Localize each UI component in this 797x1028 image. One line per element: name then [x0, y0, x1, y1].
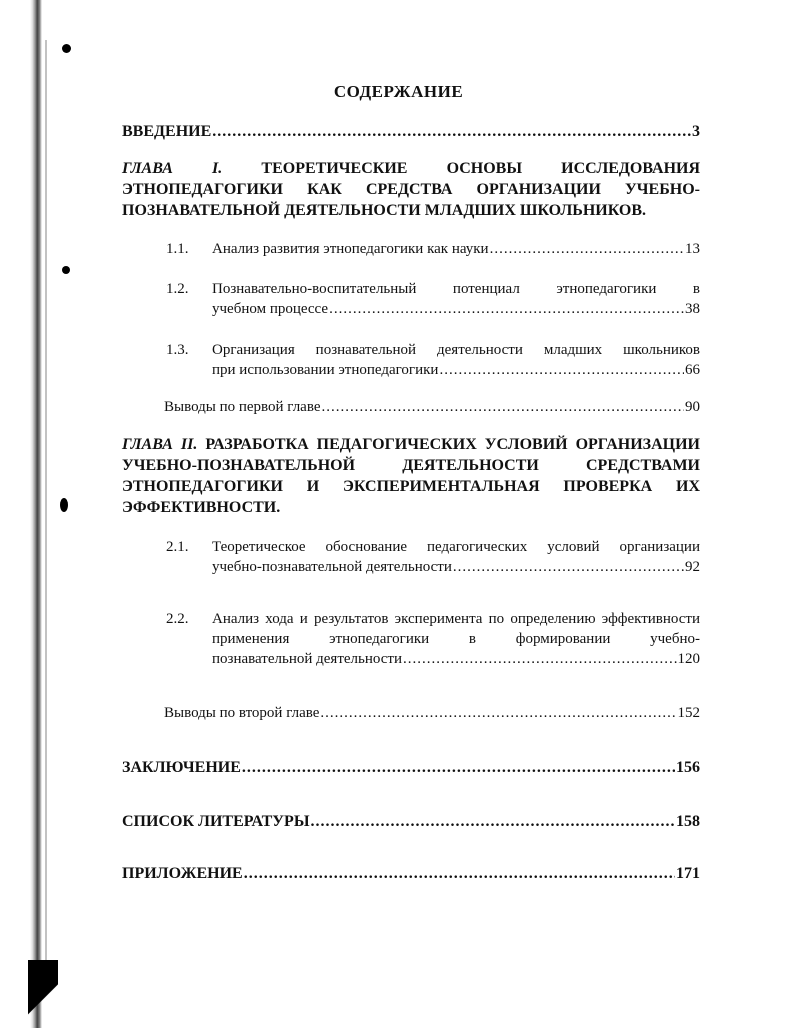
- binding-corner: [28, 960, 58, 1028]
- chapter-title: РАЗРАБОТКА ПЕДАГОГИЧЕСКИХ УСЛОВИЙ ОРГАНИЗАЦИИ УЧЕБНО-ПОЗНАВАТЕЛЬНОЙ ДЕЯТЕЛЬНОСТИ СРЕДСТВАМИ ЭТНОПЕДАГОГИКИ И ЭКСПЕРИМЕНТАЛЬНАЯ ПРОВЕРКА ИХ ЭФФЕКТИВНОСТИ.: [122, 436, 701, 516]
- section-title: Познавательно-воспитательный потенциал этнопедагогики в: [212, 281, 700, 297]
- entry-page: 152: [677, 705, 700, 721]
- entry-page: 158: [676, 813, 700, 830]
- chapter-number: ГЛАВА II.: [122, 436, 198, 453]
- dot-leader: [311, 812, 675, 831]
- dot-leader: [320, 704, 676, 723]
- punch-hole-lower: [60, 498, 68, 512]
- entry-page: 90: [685, 399, 700, 415]
- dot-leader: [403, 649, 676, 669]
- section-title-end: при использовании этнопедагогики: [212, 362, 439, 378]
- section-number: 2.2.: [166, 611, 189, 627]
- chapter-1-heading: [122, 158, 700, 221]
- chapter-number: ГЛАВА I.: [122, 160, 223, 177]
- section-number: 1.2.: [166, 281, 189, 297]
- entry-label: ПРИЛОЖЕНИЕ: [122, 865, 243, 882]
- section-title: Анализ развития этнопедагогики как науки: [212, 241, 489, 257]
- toc-entry-chapter-1-conclusion: [164, 398, 700, 417]
- section-title: Теоретическое обоснование педагогических условий организации: [212, 539, 700, 555]
- entry-label: ВВЕДЕНИЕ: [122, 123, 212, 140]
- section-1-1: [166, 239, 700, 259]
- section-title: Организация познавательной деятельности младших школьников: [212, 342, 700, 358]
- dot-leader: [453, 557, 684, 577]
- section-title-end: учебно-познавательной деятельности: [212, 559, 452, 575]
- dot-leader: [242, 758, 675, 777]
- section-number: 2.1.: [166, 539, 189, 555]
- section-title: Анализ хода и результатов эксперимента по определению эффективности применения этнопедагогики в формировании учебно-: [212, 611, 700, 647]
- entry-label: ЗАКЛЮЧЕНИЕ: [122, 759, 241, 776]
- toc-entry-conclusion: [122, 758, 700, 777]
- toc-entry-intro: [122, 122, 700, 141]
- section-page: 13: [685, 241, 700, 257]
- binding-shadow: [30, 0, 42, 1028]
- toc-entry-references: [122, 812, 700, 831]
- section-number: 1.3.: [166, 342, 189, 358]
- dot-leader: [244, 864, 675, 883]
- section-2-2: [166, 609, 700, 669]
- dot-leader: [212, 122, 691, 141]
- section-number: 1.1.: [166, 241, 189, 257]
- section-page: 92: [685, 559, 700, 575]
- section-2-1: [166, 537, 700, 577]
- dot-leader: [322, 398, 685, 417]
- dot-leader: [329, 299, 684, 319]
- toc-title: СОДЕРЖАНИЕ: [333, 82, 464, 101]
- toc-entry-appendix: [122, 864, 700, 883]
- dot-leader: [439, 360, 684, 380]
- chapter-2-heading: [122, 434, 700, 518]
- punch-hole-top: [62, 44, 71, 53]
- punch-hole-middle: [62, 266, 70, 274]
- chapter-title: ТЕОРЕТИЧЕСКИЕ ОСНОВЫ ИССЛЕДОВАНИЯ ЭТНОПЕДАГОГИКИ КАК СРЕДСТВА ОРГАНИЗАЦИИ УЧЕБНО-ПОЗНАВАТЕЛЬНОЙ ДЕЯТЕЛЬНОСТИ МЛАДШИХ ШКОЛЬНИКОВ.: [122, 160, 701, 219]
- entry-label: Выводы по второй главе: [164, 705, 320, 721]
- section-page: 120: [677, 651, 700, 667]
- entry-page: 171: [676, 865, 700, 882]
- section-page: 38: [685, 301, 700, 317]
- section-title-end: познавательной деятельности: [212, 651, 403, 667]
- section-1-3: [166, 340, 700, 380]
- entry-label: Выводы по первой главе: [164, 399, 321, 415]
- binding-line: [45, 40, 47, 980]
- entry-label: СПИСОК ЛИТЕРАТУРЫ: [122, 813, 310, 830]
- entry-page: 156: [676, 759, 700, 776]
- section-title-end: учебном процессе: [212, 301, 329, 317]
- dot-leader: [490, 239, 684, 259]
- section-page: 66: [685, 362, 700, 378]
- section-1-2: [166, 279, 700, 319]
- toc-entry-chapter-2-conclusion: [164, 704, 700, 723]
- entry-page: 3: [692, 123, 700, 140]
